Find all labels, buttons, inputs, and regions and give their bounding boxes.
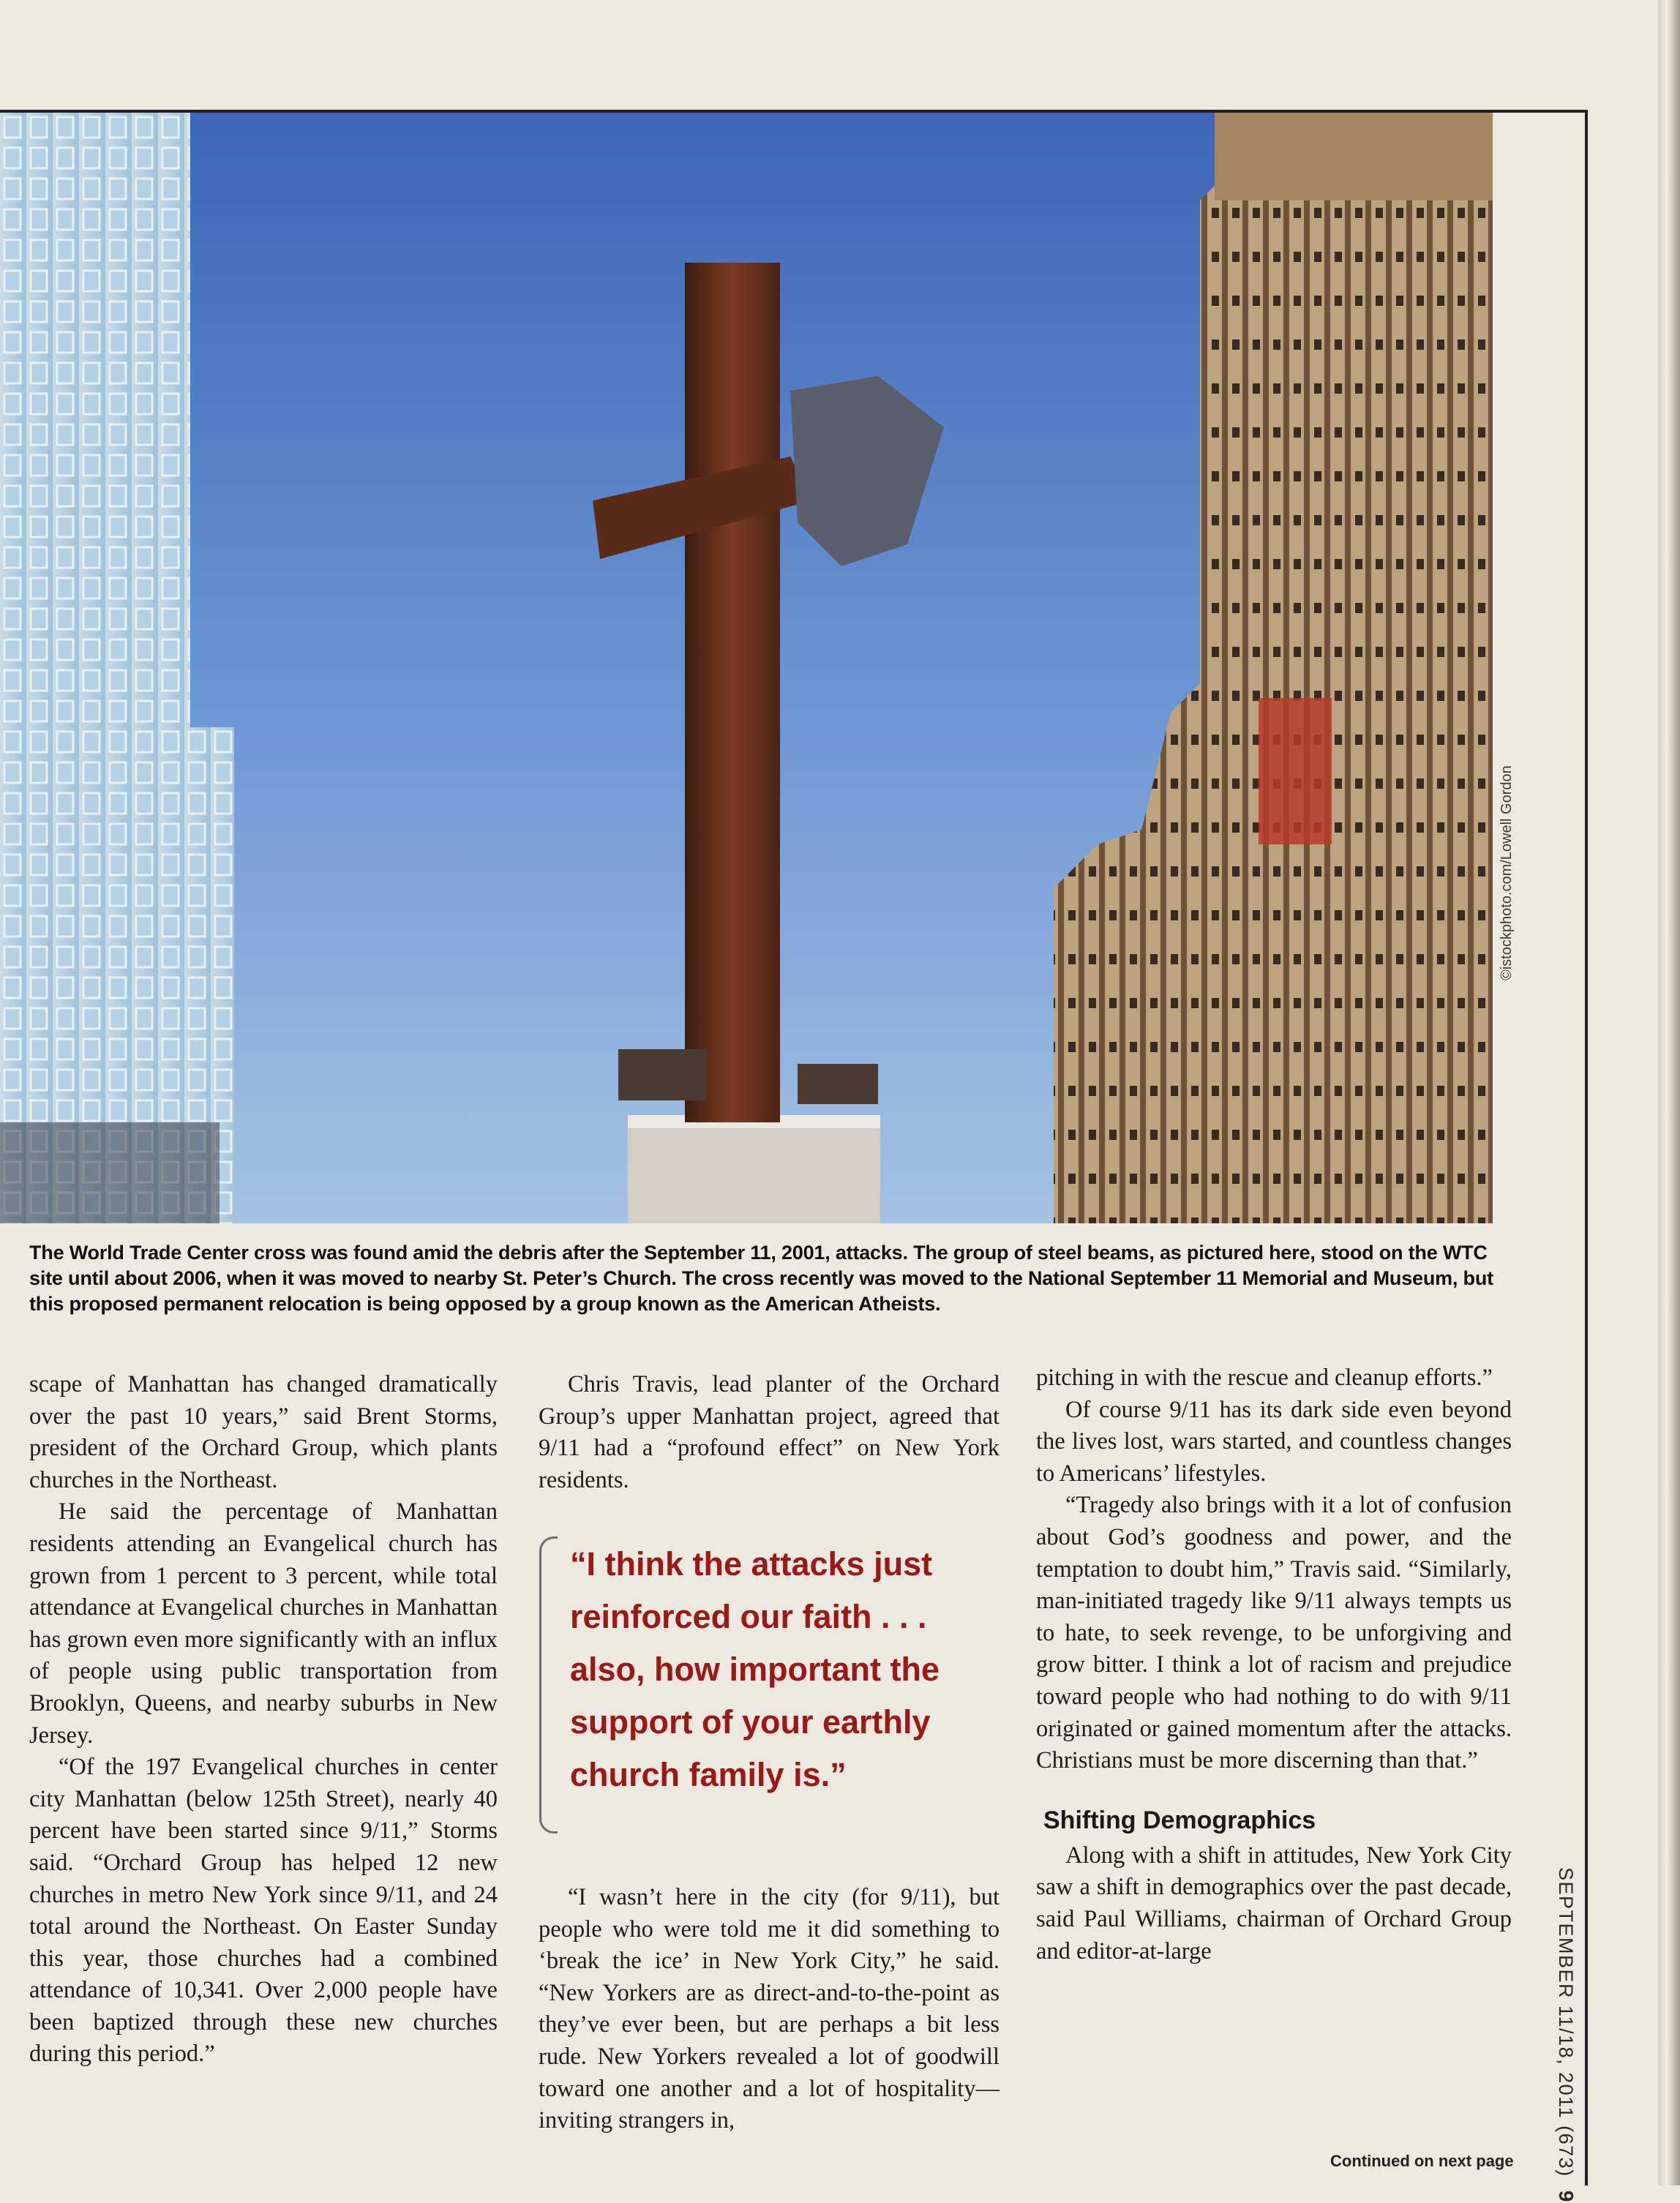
folio-page-number: 9 bbox=[1555, 2190, 1578, 2203]
body-paragraph: pitching in with the rescue and cleanup efforts.” bbox=[1036, 1365, 1493, 1391]
body-paragraph: Of course 9/11 has its dark side even beyond the lives lost, wars started, and countless changes to Americans’ lifestyles. bbox=[1036, 1396, 1512, 1487]
photo-credit: ©istockphoto.com/Lowell Gordon bbox=[1499, 765, 1515, 980]
column-2-top bbox=[539, 1369, 1000, 1496]
pull-quote bbox=[538, 1536, 1006, 1829]
column-2-bottom bbox=[539, 1882, 1000, 2137]
pull-quote-text: “I think the attacks just reinforced our faith . . . also, how important the support of your earthly church family is.” bbox=[570, 1545, 940, 1793]
body-paragraph: “Of the 197 Evangelical churches in center city Manhattan (below 125th Street), nearly 40 percent have been started since 9/11,” Storms said. “Orchard Group has helped 12 new churches in metro New York since 9/11, and 24 total around the Northeast. On Easter Sunday this year, those churches had a combined attendance of 10,341. Over 2,000 people have been baptized through these new churches during this period.” bbox=[29, 1754, 498, 2068]
frame-rule-right bbox=[1585, 110, 1588, 2185]
page-folio bbox=[1548, 1867, 1578, 2203]
column-1 bbox=[29, 1369, 498, 2071]
section-subhead: Shifting Demographics bbox=[1043, 1806, 1316, 1834]
body-paragraph: “Tragedy also brings with it a lot of confusion about God’s goodness and power, and the temptation to doubt him,” Travis said. “Similarly, man-initiated tragedy like 9/11 always tempts us to hate, to seek revenge, to be unforgiving and grow bitter. I think a lot of racism and prejudice toward people who had nothing to do with 9/11 originated or gained momentum after the attacks. Christians must be more discerning than that.” bbox=[1036, 1492, 1512, 1774]
photo-caption: The World Trade Center cross was found amid the debris after the September 11, 2001, attacks. The group of steel beams, as pictured here, stood on the WTC site until about 2006, when it was moved to nearby St. Peter’s Church. The cross recently was moved to the National September 11 Memorial and Museum, but this proposed permanent relocation is being opposed by a group known as the American Atheists. bbox=[29, 1242, 1493, 1315]
wtc-cross-photo bbox=[0, 113, 1493, 1223]
body-paragraph: He said the percentage of Manhattan residents attending an Evangelical church has grown from 1 percent to 3 percent, while total attendance at Evangelical churches in Manhattan has grown even more significantly with an influx of people using public transportation from Brooklyn, Queens, and nearby suburbs in New Jersey. bbox=[29, 1498, 498, 1749]
folio-date-issue: SEPTEMBER 11/18, 2011 (673) bbox=[1555, 1867, 1577, 2177]
pull-quote-bracket bbox=[539, 1536, 558, 1834]
body-paragraph: scape of Manhattan has changed dramatically over the past 10 years,” said Brent Storms, president of the Orchard Group, which plants churches in the Northeast. bbox=[29, 1371, 498, 1493]
continued-notice: Continued on next page bbox=[1330, 2152, 1514, 2170]
column-3 bbox=[1036, 1362, 1512, 1967]
body-paragraph: “I wasn’t here in the city (for 9/11), but people who were told me it did something to ‘break the ice’ in New York City,” he said. “New Yorkers are as direct-and-to-the-point as they’ve ever been, but are perhaps a bit less rude. New Yorkers revealed a lot of goodwill toward one another and a lot of hospitality—inviting strangers in, bbox=[539, 1884, 1000, 2134]
body-paragraph: Chris Travis, lead planter of the Orchard Group’s upper Manhattan project, agreed that 9/11 had a “profound effect” on New York residents. bbox=[539, 1371, 1000, 1493]
body-paragraph: Along with a shift in attitudes, New York City saw a shift in demographics over the past decade, said Paul Williams, chairman of Orchard Group and editor-at-large bbox=[1036, 1842, 1512, 1964]
page-spine-edge bbox=[1658, 0, 1680, 2185]
